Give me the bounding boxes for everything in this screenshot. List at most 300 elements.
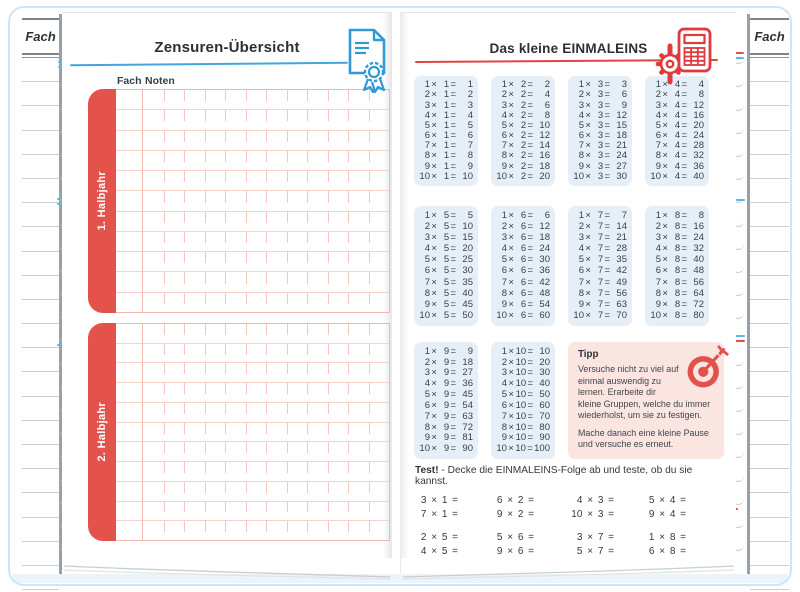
semester-band [88,323,116,541]
test-exercise: 4 × 3 = [576,495,614,506]
grade-cell [164,521,185,540]
grade-cell [143,272,164,291]
grade-cell [266,403,287,422]
grade-cell [307,232,328,251]
grade-cell [266,232,287,251]
grade-cell [184,151,205,170]
mult-line: 9 × 9 = 81 [424,432,473,444]
page-bottom-curl [62,560,392,580]
grade-cell [225,171,246,190]
grade-cell [348,423,369,442]
fach-tab-header [750,18,789,55]
grade-grid [116,323,390,541]
mult-line: 2 × 2 = 4 [501,89,550,101]
mult-line: 10 × 10 = 100 [496,443,550,455]
grade-cell [369,293,390,312]
mult-line: 10 × 1 = 10 [419,170,473,182]
grade-cell [225,462,246,481]
grade-cell [348,293,369,312]
mult-line: 10 × 3 = 30 [573,170,627,182]
grade-row [116,293,389,312]
grade-cell [225,90,246,109]
mult-line: 3 × 6 = 18 [501,232,550,244]
multiplication-table-7 [568,206,632,326]
mult-line: 4 × 7 = 28 [578,243,627,255]
mult-line: 8 × 7 = 56 [578,287,627,299]
grade-cell [287,191,308,210]
tab-row-line [22,203,59,227]
grade-cell [287,110,308,129]
tip-heading: Tipp [578,349,599,360]
tip-paragraph-1: Versuche nicht zu viel auf einmal auswendig zu lernen. Erarbeite dir kleine Gruppen, welche du immer wiederholst, um sie zu festigen. [578,364,711,420]
grade-cell [307,442,328,461]
grade-cell [369,232,390,251]
grade-cell [328,212,349,231]
multiplication-table-3 [568,76,632,186]
mult-line: 2 × 10 = 20 [501,356,550,368]
mult-line: 3 × 5 = 15 [424,232,473,244]
grade-cell [266,272,287,291]
tab-row-line [750,518,789,542]
test-exercise: 6 × 2 = [496,495,534,506]
grade-cell [184,110,205,129]
grade-cell [369,363,390,382]
mult-line: 3 × 8 = 24 [655,232,704,244]
grade-cell [307,383,328,402]
first-semester-section [88,89,390,313]
tab-row-line [22,348,59,372]
grade-cell [143,232,164,251]
grade-cell [328,232,349,251]
mult-line: 1 × 5 = 5 [424,210,473,222]
grade-cell [266,131,287,150]
grade-row [116,151,389,171]
grade-cell [307,363,328,382]
grade-cell [246,423,267,442]
grade-cell [164,324,185,343]
grade-cell [225,131,246,150]
grade-cell [287,403,308,422]
grade-cell [287,482,308,501]
grade-cell [205,324,226,343]
grade-cell [143,423,164,442]
grade-cell [184,403,205,422]
test-exercise: 3 × 1 = [420,495,458,506]
grade-cell [348,232,369,251]
mult-line: 8 × 2 = 16 [501,150,550,162]
grade-cell [328,521,349,540]
mult-line: 4 × 4 = 16 [655,109,704,121]
grade-cell [246,90,267,109]
mult-line: 10 × 5 = 50 [419,309,473,321]
grade-cell [143,442,164,461]
grade-cell [225,293,246,312]
mult-line: 7 × 4 = 28 [655,140,704,152]
grade-cell [328,191,349,210]
grade-cell [266,363,287,382]
grade-cell [369,403,390,422]
tab-row-line [750,106,789,130]
multiplication-table-9 [414,342,478,459]
grade-row [116,252,389,272]
semester-band-label: 1. Halbjahr [96,171,108,231]
grade-cell [184,90,205,109]
mult-line: 8 × 3 = 24 [578,150,627,162]
grade-cell [307,482,328,501]
grade-cell [246,383,267,402]
tab-row-line [22,276,59,300]
grade-cell [205,344,226,363]
grade-cell [143,131,164,150]
grade-cell [164,442,185,461]
tab-row-line [750,179,789,203]
grade-cell [369,383,390,402]
tab-row-line [22,421,59,445]
multiplication-table-2 [491,76,555,186]
grade-cell [225,110,246,129]
test-exercise: 1 × 8 = [648,532,686,543]
grade-cell [246,110,267,129]
grade-cell [143,344,164,363]
grade-cell [266,383,287,402]
grade-cell [246,344,267,363]
grade-cell [184,212,205,231]
grade-row [116,191,389,211]
page-inner-edge-shadow [401,13,409,558]
grade-cell [246,293,267,312]
mult-line: 5 × 4 = 20 [655,119,704,131]
test-exercise: 4 × 5 = [420,546,458,557]
certificate-icon [343,27,391,93]
grade-cell [143,363,164,382]
mult-line: 1 × 1 = 1 [424,79,473,91]
grade-cell [225,344,246,363]
grade-cell [287,324,308,343]
grade-cell [307,151,328,170]
grade-cell [369,131,390,150]
grade-cell [307,252,328,271]
test-exercise: 9 × 6 = [496,546,534,557]
grade-cell [143,90,164,109]
test-exercises [415,495,721,557]
grade-cell [184,383,205,402]
grade-cell [205,110,226,129]
grade-cell [369,442,390,461]
grade-row [116,482,389,502]
grade-cell [348,442,369,461]
mult-line: 5 × 10 = 50 [501,389,550,401]
grade-cell [225,272,246,291]
grade-cell [328,462,349,481]
mult-line: 4 × 5 = 20 [424,243,473,255]
grade-cell [348,462,369,481]
grade-cell [369,423,390,442]
tab-row-line [750,58,789,82]
mult-line: 1 × 9 = 9 [424,345,473,357]
grade-row [116,272,389,292]
mult-line: 10 × 7 = 70 [573,309,627,321]
mult-line: 2 × 8 = 16 [655,221,704,233]
grade-cell [143,502,164,521]
mult-line: 1 × 3 = 3 [578,79,627,91]
grade-cell [205,293,226,312]
grade-cell [287,502,308,521]
mult-line: 4 × 3 = 12 [578,109,627,121]
tab-row-lines [750,58,789,590]
grade-cell [164,502,185,521]
grade-cell [369,502,390,521]
mult-line: 10 × 4 = 40 [650,170,704,182]
tab-row-line [750,493,789,517]
page-bottom-curl [401,560,736,580]
grade-cell [225,423,246,442]
tab-row-line [22,82,59,106]
grade-cell [328,272,349,291]
grade-cell [307,90,328,109]
grade-cell [184,521,205,540]
grade-row [116,232,389,252]
calculator-gear-icon [653,24,715,90]
grade-cell [143,403,164,422]
mult-line: 6 × 2 = 12 [501,130,550,142]
test-exercise: 5 × 4 = [648,495,686,506]
mult-line: 5 × 3 = 15 [578,119,627,131]
test-exercise: 6 × 8 = [648,546,686,557]
multiplication-table-8 [645,206,709,326]
grade-cell [348,482,369,501]
grade-cell [164,191,185,210]
mult-line: 10 × 9 = 90 [419,443,473,455]
grade-cell [369,482,390,501]
grade-cell [164,232,185,251]
grade-cell [184,232,205,251]
grade-cell [246,482,267,501]
grade-cell [143,212,164,231]
grade-cell [225,212,246,231]
tab-row-line [750,372,789,396]
grade-cell [205,252,226,271]
grade-cell [164,344,185,363]
grade-cell [307,272,328,291]
mult-line: 6 × 5 = 30 [424,265,473,277]
grade-cell [184,272,205,291]
tab-row-line [750,469,789,493]
grade-cell [164,383,185,402]
grade-cell [143,252,164,271]
grade-cell [307,131,328,150]
mult-line: 4 × 1 = 4 [424,109,473,121]
grade-cell [184,171,205,190]
grade-cell [184,293,205,312]
tab-row-line [22,58,59,82]
mult-line: 7 × 1 = 7 [424,140,473,152]
grade-cell [307,423,328,442]
grade-cell [184,502,205,521]
grades-page [62,12,392,574]
grade-cell [143,324,164,343]
grade-cell [348,110,369,129]
grade-cell [266,90,287,109]
test-exercise: 5 × 6 = [496,532,534,543]
grade-cell [328,423,349,442]
grade-cell [369,272,390,291]
grade-cell [287,462,308,481]
grade-cell [184,363,205,382]
grade-row [116,212,389,232]
mult-tables-row-3 [414,342,555,459]
grade-cell [246,171,267,190]
mult-line: 9 × 10 = 90 [501,432,550,444]
mult-line: 8 × 1 = 8 [424,150,473,162]
grade-cell [205,272,226,291]
grade-cell [266,191,287,210]
semester-band [88,89,116,313]
grade-cell [307,212,328,231]
grade-cell [143,462,164,481]
mult-line: 8 × 10 = 80 [501,421,550,433]
mult-line: 8 × 5 = 40 [424,287,473,299]
grade-cell [143,110,164,129]
grade-row [116,403,389,423]
grade-cell [164,151,185,170]
grade-cell [307,191,328,210]
mult-line: 6 × 1 = 6 [424,130,473,142]
grade-cell [369,191,390,210]
grade-cell [328,171,349,190]
grade-cell [287,293,308,312]
grade-cell [307,324,328,343]
mult-line: 1 × 8 = 8 [655,210,704,222]
grade-cell [164,403,185,422]
multiplication-table-6 [491,206,555,326]
grade-cell [205,502,226,521]
mult-line: 2 × 9 = 18 [424,356,473,368]
test-exercise: 5 × 7 = [576,546,614,557]
tab-row-line [750,324,789,348]
tab-row-line [22,106,59,130]
mult-line: 9 × 4 = 36 [655,160,704,172]
mult-line: 5 × 6 = 30 [501,254,550,266]
tab-row-line [22,566,59,590]
grade-cell [287,272,308,291]
grade-cell [246,191,267,210]
tab-row-line [22,131,59,155]
mult-line: 6 × 3 = 18 [578,130,627,142]
grade-cell [246,151,267,170]
grade-cell [246,131,267,150]
grade-cell [164,90,185,109]
grade-row [116,131,389,151]
test-heading-bold: Test! [415,465,439,476]
test-exercise: 9 × 2 = [496,509,534,520]
grade-cell [246,442,267,461]
grade-cell [287,90,308,109]
mult-line: 9 × 3 = 27 [578,160,627,172]
mult-line: 5 × 1 = 5 [424,119,473,131]
grade-cell [164,252,185,271]
mult-line: 7 × 6 = 42 [501,276,550,288]
fach-tab-label: Fach [754,29,785,44]
tab-row-line [750,421,789,445]
grade-cell [225,232,246,251]
grade-cell [307,293,328,312]
grade-cell [266,344,287,363]
grade-cell [328,324,349,343]
grade-cell [205,191,226,210]
grade-cell [164,212,185,231]
grade-row [116,110,389,130]
tab-row-line [750,131,789,155]
grade-cell [348,324,369,343]
grade-cell [328,403,349,422]
multiplication-table-4 [645,76,709,186]
mult-line: 5 × 5 = 25 [424,254,473,266]
tab-row-line [750,252,789,276]
grade-cell [287,344,308,363]
mult-line: 9 × 2 = 18 [501,160,550,172]
tab-row-line [22,227,59,251]
tab-row-line [22,493,59,517]
grade-cell [184,252,205,271]
grade-cell [164,462,185,481]
tab-row-line [22,324,59,348]
mult-line: 6 × 6 = 36 [501,265,550,277]
grade-cell [164,363,185,382]
grade-cell [266,442,287,461]
grade-cell [348,252,369,271]
grade-cell [348,151,369,170]
grade-row [116,344,389,364]
grade-cell [307,110,328,129]
test-exercise: 7 × 1 = [420,509,458,520]
grade-cell [287,521,308,540]
grade-cell [348,212,369,231]
grade-cell [348,344,369,363]
mult-line: 1 × 7 = 7 [578,210,627,222]
grade-cell [184,442,205,461]
grade-row [116,423,389,443]
grade-cell [266,110,287,129]
grade-cell [164,423,185,442]
mult-line: 7 × 3 = 21 [578,140,627,152]
tab-row-line [750,227,789,251]
grade-cell [205,151,226,170]
grade-cell [307,403,328,422]
grade-cell [246,521,267,540]
mult-line: 3 × 1 = 3 [424,99,473,111]
grade-cell [369,344,390,363]
multiplication-table-5 [414,206,478,326]
mult-line: 3 × 3 = 9 [578,99,627,111]
mult-line: 4 × 2 = 8 [501,109,550,121]
tab-row-line [22,300,59,324]
grade-cell [246,403,267,422]
grade-cell [143,151,164,170]
grade-cell [328,252,349,271]
mult-line: 7 × 5 = 35 [424,276,473,288]
mult-line: 6 × 8 = 48 [655,265,704,277]
grade-cell [143,293,164,312]
grade-cell [184,482,205,501]
grade-cell [164,482,185,501]
grade-cell [225,521,246,540]
grade-cell [369,252,390,271]
grade-cell [307,521,328,540]
mult-tables-row-1 [414,76,709,186]
previous-page-tab [22,14,62,574]
grade-cell [348,383,369,402]
test-exercise: 3 × 7 = [576,532,614,543]
